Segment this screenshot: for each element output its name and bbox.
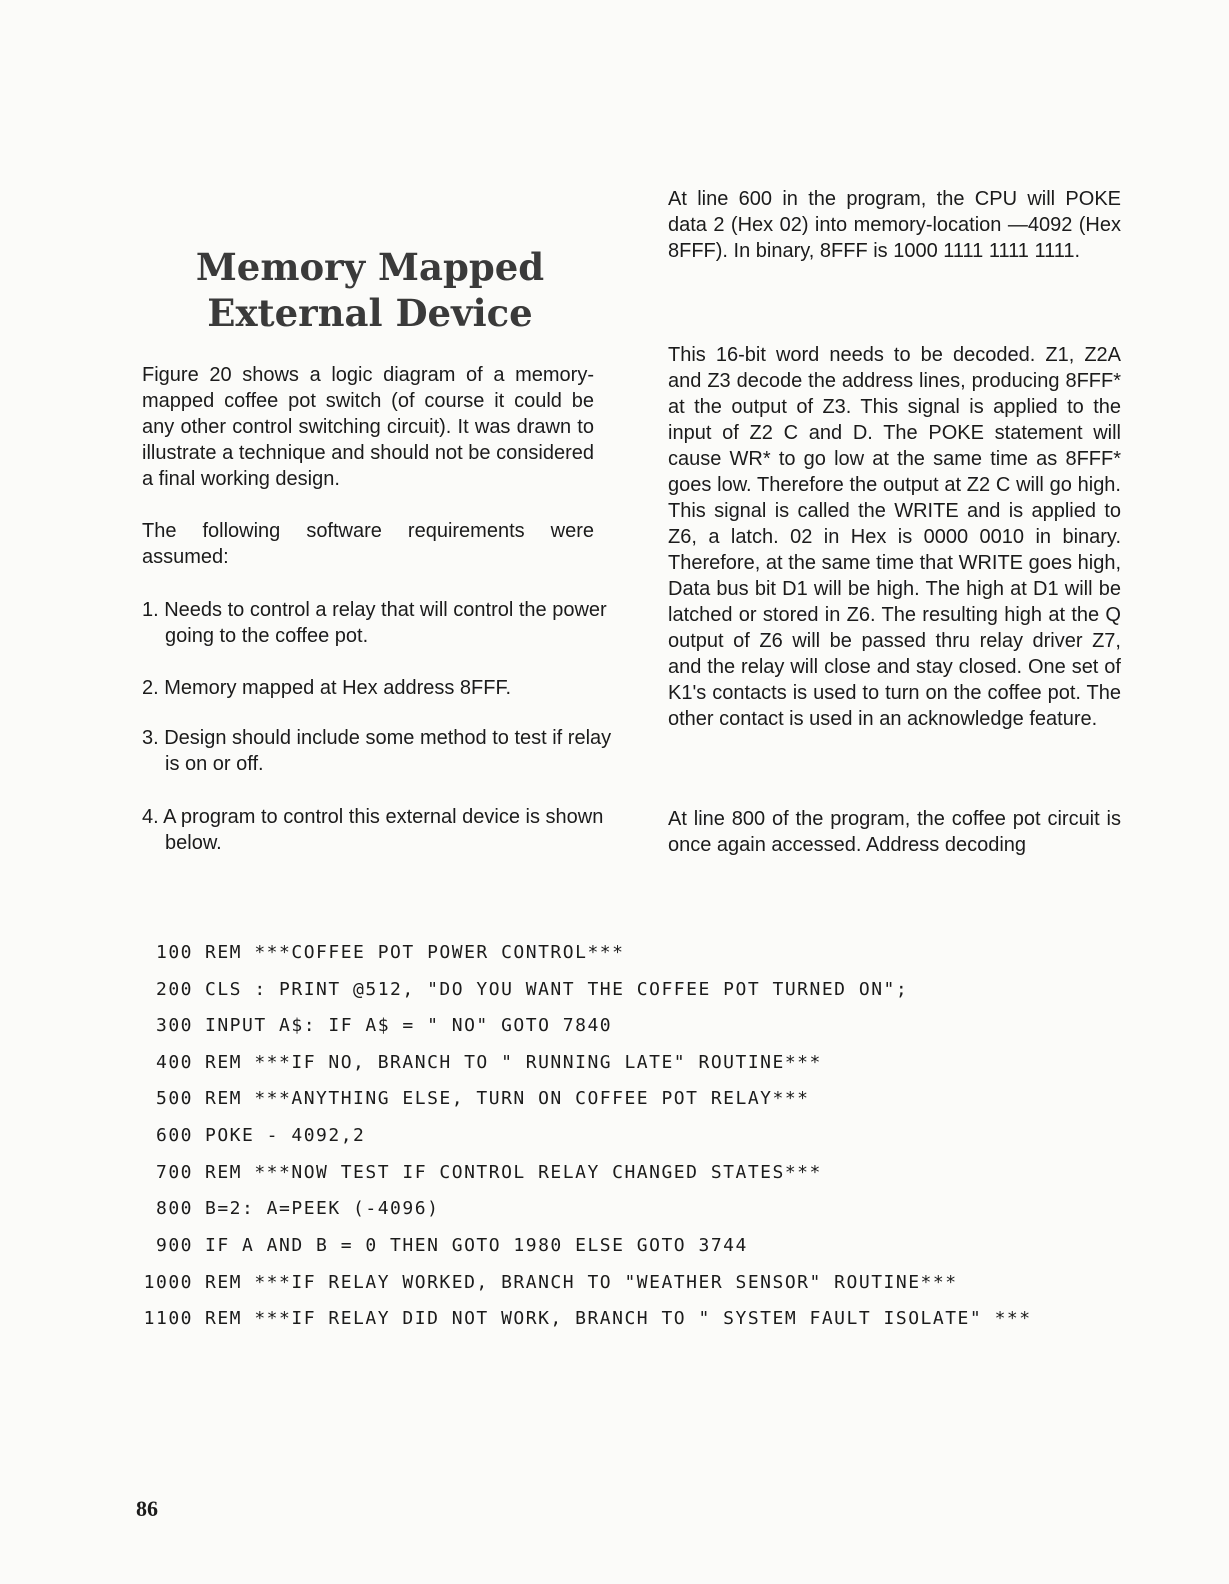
intro-paragraph	[142, 362, 594, 492]
code-line	[133, 977, 908, 1003]
line-number: 500	[155, 1088, 193, 1109]
right-paragraph-3	[668, 806, 1121, 858]
right-paragraph-2	[668, 342, 1121, 732]
line-number: 700	[155, 1162, 193, 1183]
requirement-item: 2. Memory mapped at Hex address 8FFF.	[142, 677, 512, 699]
requirement-item: 4. A program to control this external device is shown below.	[142, 806, 604, 854]
code-statement: REM ***ANYTHING ELSE, TURN ON COFFEE POT RELAY***	[205, 1088, 810, 1109]
code-line	[133, 940, 624, 966]
line-number: 800	[155, 1198, 193, 1219]
right-paragraph-3-text: At line 800 of the program, the coffee pot circuit is once again accessed. Address decoding	[668, 808, 1121, 856]
code-statement: POKE - 4092,2	[205, 1125, 366, 1146]
requirement-item: 3. Design should include some method to test if relay is on or off.	[142, 727, 612, 775]
line-number: 600	[155, 1125, 193, 1146]
code-line	[133, 1270, 958, 1296]
page-number: 86	[136, 1496, 158, 1521]
right-paragraph-1	[668, 186, 1121, 264]
code-line	[133, 1013, 612, 1039]
line-number: 400	[155, 1052, 193, 1073]
line-number: 100	[155, 942, 193, 963]
code-statement: REM ***IF RELAY DID NOT WORK, BRANCH TO " SYSTEM FAULT ISOLATE" ***	[205, 1308, 1032, 1329]
line-number: 1000	[143, 1272, 193, 1293]
title-line-1: Memory Mapped	[195, 245, 545, 289]
intro-text: Figure 20 shows a logic diagram of a memory-mapped coffee pot switch (of course it could be any other control switching circuit). It was drawn to illustrate a technique and should not be considered a final working design.	[142, 364, 594, 490]
code-statement: INPUT A$: IF A$ = " NO" GOTO 7840	[205, 1015, 613, 1036]
code-line	[133, 1160, 822, 1186]
code-line	[133, 1306, 1032, 1332]
code-line	[133, 1050, 822, 1076]
code-statement: CLS : PRINT @512, "DO YOU WANT THE COFFEE POT TURNED ON";	[205, 979, 909, 1000]
line-number: 300	[155, 1015, 193, 1036]
code-statement: REM ***COFFEE POT POWER CONTROL***	[205, 942, 625, 963]
line-number: 200	[155, 979, 193, 1000]
line-number: 900	[155, 1235, 193, 1256]
code-statement: B=2: A=PEEK (-4096)	[205, 1198, 440, 1219]
requirement-item: 1. Needs to control a relay that will control the power going to the coffee pot.	[142, 599, 607, 647]
requirements-intro-text: The following software requirements were assumed:	[142, 520, 594, 568]
title-line-2: External Device	[207, 291, 533, 335]
code-line	[133, 1233, 748, 1259]
code-statement: REM ***IF RELAY WORKED, BRANCH TO "WEATHER SENSOR" ROUTINE***	[205, 1272, 958, 1293]
code-statement: REM ***NOW TEST IF CONTROL RELAY CHANGED STATES***	[205, 1162, 822, 1183]
code-statement: REM ***IF NO, BRANCH TO " RUNNING LATE" ROUTINE***	[205, 1052, 822, 1073]
code-line	[133, 1196, 439, 1222]
code-statement: IF A AND B = 0 THEN GOTO 1980 ELSE GOTO 3744	[205, 1235, 748, 1256]
right-paragraph-2-text: This 16-bit word needs to be decoded. Z1, Z2A and Z3 decode the address lines, producing 8FFF* at the output of Z3. This signal is applied to the input of Z2 C and D. The POKE statement will cause WR* to go low at the same time as 8FFF* goes low. Therefore the output at Z2 C will go high. This signal is called the WRITE and is applied to Z6, a latch. 02 in Hex is 0000 0010 in binary. Therefore, at the same time that WRITE goes high, Data bus bit D1 will be high. The high at D1 will be latched or stored in Z6. The resulting high at the Q output of Z6 will be passed thru relay driver Z7, and the relay will close and stay closed. One set of K1's contacts is used to turn on the coffee pot. The other contact is used in an acknowledge feature.	[668, 344, 1121, 730]
code-line	[133, 1123, 365, 1149]
code-line	[133, 1086, 810, 1112]
requirements-intro-paragraph	[142, 518, 594, 570]
line-number: 1100	[143, 1308, 193, 1329]
section-title	[160, 244, 580, 336]
right-paragraph-1-text: At line 600 in the program, the CPU will POKE data 2 (Hex 02) into memory-location —4092 (Hex 8FFF). In binary, 8FFF is 1000 1111 1111 1111.	[668, 188, 1121, 262]
